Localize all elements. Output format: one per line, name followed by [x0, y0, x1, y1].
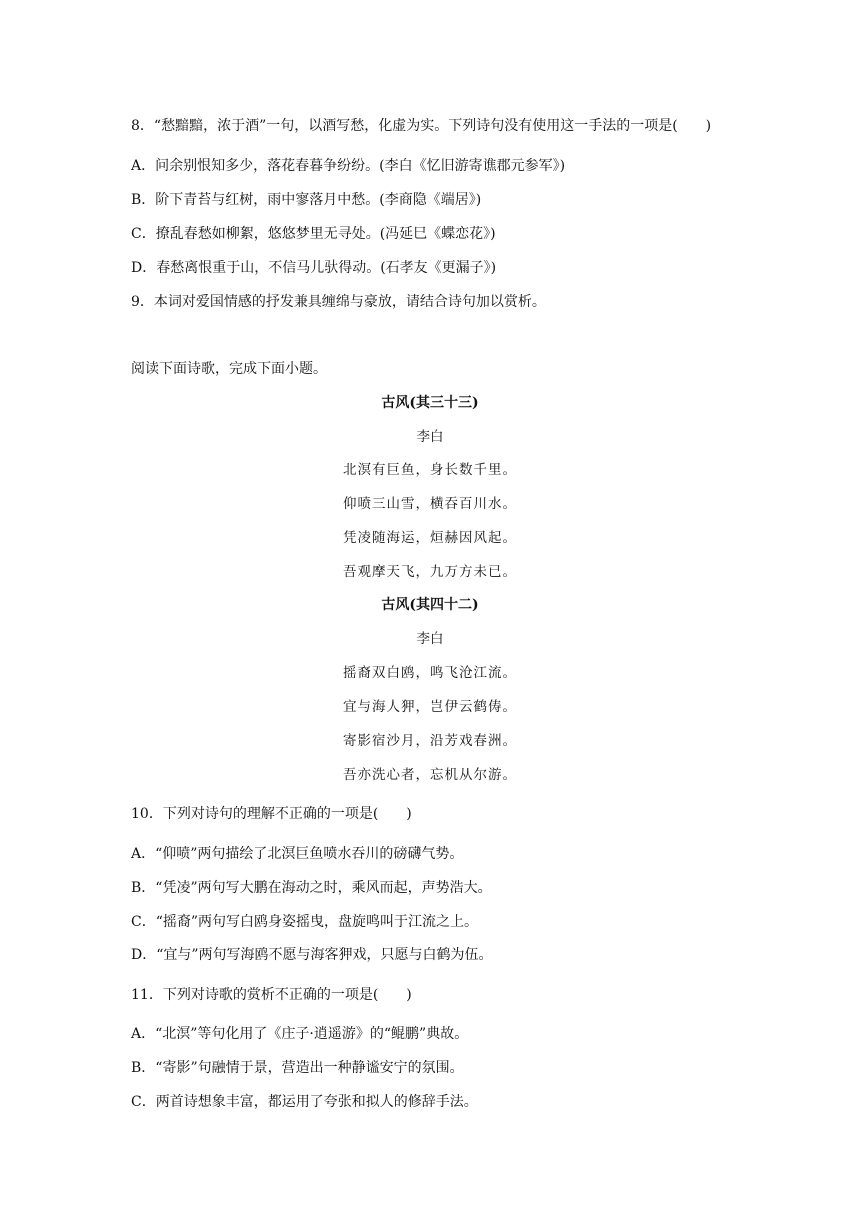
question-10-stem: 10．下列对诗句的理解不正确的一项是( ) — [131, 806, 412, 822]
poem-2-title: 古风(其四十二) — [381, 597, 479, 613]
q10-option-c: C．“摇裔”两句写白鸥身姿摇曳，盘旋鸣叫于江流之上。 — [131, 914, 479, 930]
q8-option-b: B．阶下青苔与红树，雨中寥落月中愁。(李商隐《端居》) — [131, 192, 482, 208]
poem-1-line: 凭凌随海运，烜赫因风起。 — [343, 530, 517, 546]
q8-option-d: D．春愁离恨重于山，不信马儿驮得动。(石孝友《更漏子》) — [131, 260, 497, 276]
poem-2-line: 寄影宿沙月，沿芳戏春洲。 — [343, 733, 517, 749]
poem-2-line: 宜与海人狎，岂伊云鹤俦。 — [343, 699, 517, 715]
q10-option-b: B．“凭凌”两句写大鹏在海动之时，乘风而起，声势浩大。 — [131, 880, 492, 896]
q11-option-a: A．“北溟”等句化用了《庄子·逍遥游》的“鲲鹏”典故。 — [131, 1026, 469, 1042]
question-8-stem: 8．“愁黯黯，浓于酒”一句，以酒写愁，化虚为实。下列诗句没有使用这一手法的一项是( ) — [131, 118, 712, 134]
q10-option-d: D．“宜与”两句写海鸥不愿与海客狎戏，只愿与白鹤为伍。 — [131, 947, 493, 963]
poem-2-author: 李白 — [416, 631, 444, 647]
q11-option-c: C．两首诗想象丰富，都运用了夸张和拟人的修辞手法。 — [131, 1094, 478, 1110]
poem-1-author: 李白 — [416, 429, 444, 445]
question-11-stem: 11．下列对诗歌的赏析不正确的一项是( ) — [131, 987, 412, 1003]
poem-1-line: 仰喷三山雪，横吞百川水。 — [343, 496, 517, 512]
q11-option-b: B．“寄影”句融情于景，营造出一种静谧安宁的氛围。 — [131, 1060, 464, 1076]
poem-1-line: 北溟有巨鱼，身长数千里。 — [343, 462, 517, 478]
poem-1-title: 古风(其三十三) — [381, 395, 479, 411]
reading-instruction: 阅读下面诗歌，完成下面小题。 — [131, 361, 327, 377]
q8-option-a: A．问余别恨知多少，落花春暮争纷纷。(李白《忆旧游寄谯郡元参军》) — [131, 158, 566, 174]
poem-1-line: 吾观摩天飞，九万方未已。 — [343, 564, 517, 580]
q8-option-c: C．撩乱春愁如柳絮，悠悠梦里无寻处。(冯延巳《蝶恋花》) — [131, 226, 496, 242]
poem-2-line: 摇裔双白鸥，鸣飞沧江流。 — [343, 665, 517, 681]
question-9-stem: 9．本词对爱国情感的抒发兼具缠绵与豪放，请结合诗句加以赏析。 — [131, 294, 546, 310]
q10-option-a: A．“仰喷”两句描绘了北溟巨鱼喷水吞川的磅礴气势。 — [131, 846, 464, 862]
poem-2-line: 吾亦洗心者，忘机从尔游。 — [343, 767, 517, 783]
